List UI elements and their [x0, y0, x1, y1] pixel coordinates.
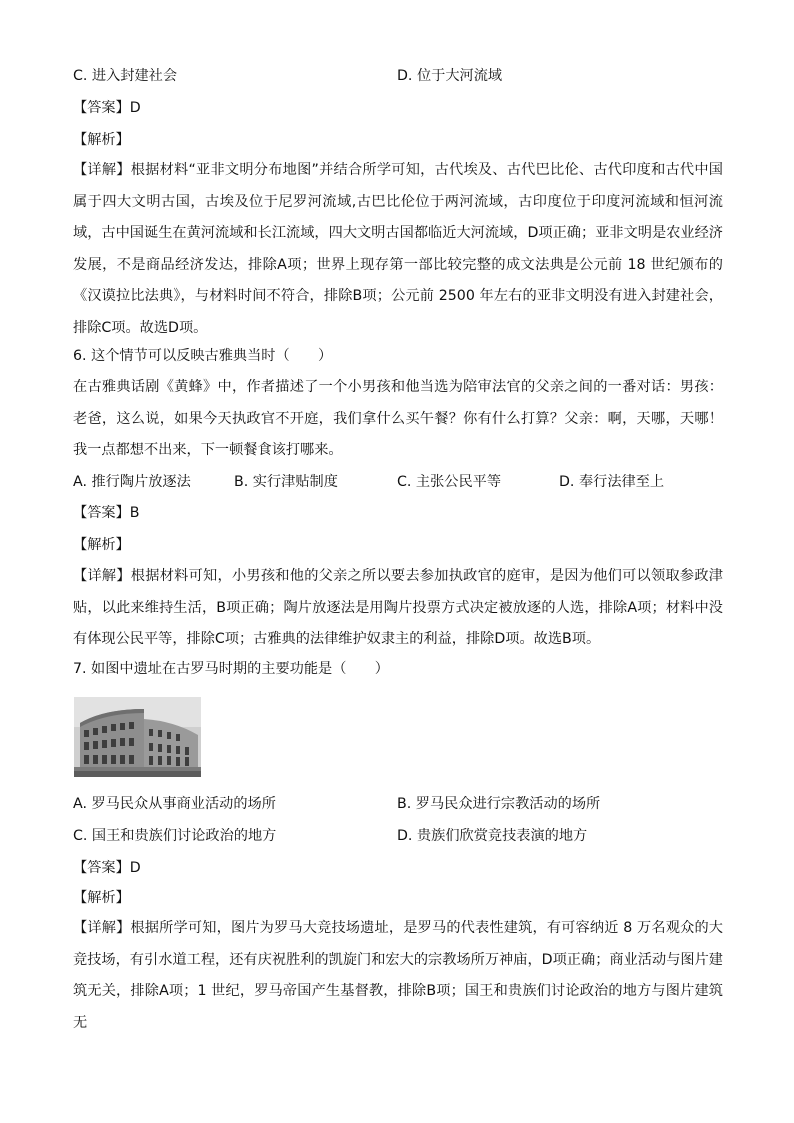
- q7-answer: 【答案】D: [73, 860, 141, 876]
- colosseum-image: [74, 697, 201, 777]
- q7-option-b: B. 罗马民众进行宗教活动的场所: [397, 796, 601, 812]
- q5-option-c: C. 进入封建社会: [73, 68, 178, 84]
- colosseum-photo: [74, 697, 201, 777]
- q7-option-d: D. 贵族们欣赏竞技表演的地方: [397, 828, 588, 844]
- q7-question: 7. 如图中遗址在古罗马时期的主要功能是（ ）: [73, 661, 389, 677]
- q7-analysis-heading: 【解析】: [73, 890, 130, 906]
- q7-detail: 【详解】根据所学可知，图片为罗马大竞技场遗址，是罗马的代表性建筑，有可容纳近 8 万名观众的大竞技场，有引水道工程，还有庆祝胜利的凯旋门和宏大的宗教场所万神庙，D项正确；商业活动与图片建筑无关，排除A项；1 世纪，罗马帝国产生基督教，排除B项；国王和贵族们讨论政治的地方与图片建筑无: [73, 920, 723, 1031]
- q5-option-d: D. 位于大河流域: [397, 68, 503, 84]
- q6-detail: 【详解】根据材料可知，小男孩和他的父亲之所以要去参加执政官的庭审，是因为他们可以领取参政津贴，以此来维持生活，B项正确；陶片放逐法是用陶片投票方式决定被放逐的人选，排除A项；材料中没有体现公民平等，排除C项；古雅典的法律维护奴隶主的利益，排除D项。故选B项。: [73, 568, 723, 647]
- q6-answer: 【答案】B: [73, 505, 140, 521]
- q6-question: 6. 这个情节可以反映古雅典当时（ ）: [73, 348, 333, 364]
- q6-option-b: B. 实行津贴制度: [234, 474, 338, 490]
- q5-answer: 【答案】D: [73, 100, 141, 116]
- q6-option-a: A. 推行陶片放逐法: [73, 474, 191, 490]
- q7-option-c: C. 国王和贵族们讨论政治的地方: [73, 828, 277, 844]
- q6-material: 在古雅典话剧《黄蜂》中，作者描述了一个小男孩和他当选为陪审法官的父亲之间的一番对话：男孩：老爸，这么说，如果今天执政官不开庭，我们拿什么买午餐？你有什么打算？父亲：啊，天哪，天哪！我一点都想不出来，下一顿餐食该打哪来。: [73, 379, 723, 458]
- q5-detail: 【详解】根据材料“亚非文明分布地图”并结合所学可知，古代埃及、古代巴比伦、古代印度和古代中国属于四大文明古国，古埃及位于尼罗河流域,古巴比伦位于两河流域，古印度位于印度河流域和恒河流域，古中国诞生在黄河流域和长江流域，四大文明古国都临近大河流域，D项正确；亚非文明是农业经济发展，不是商品经济发达，排除A项；世界上现存第一部比较完整的成文法典是公元前 18 世纪颁布的《汉谟拉比法典》，与材料时间不符合，排除B项；公元前 2500 年左右的亚非文明没有进入封建社会，排除C项。故选D项。: [73, 162, 723, 336]
- q6-analysis-heading: 【解析】: [73, 537, 130, 553]
- q6-option-d: D. 奉行法律至上: [559, 474, 665, 490]
- q7-option-a: A. 罗马民众从事商业活动的场所: [73, 796, 276, 812]
- q6-option-c: C. 主张公民平等: [397, 474, 502, 490]
- q5-analysis-heading: 【解析】: [73, 132, 130, 148]
